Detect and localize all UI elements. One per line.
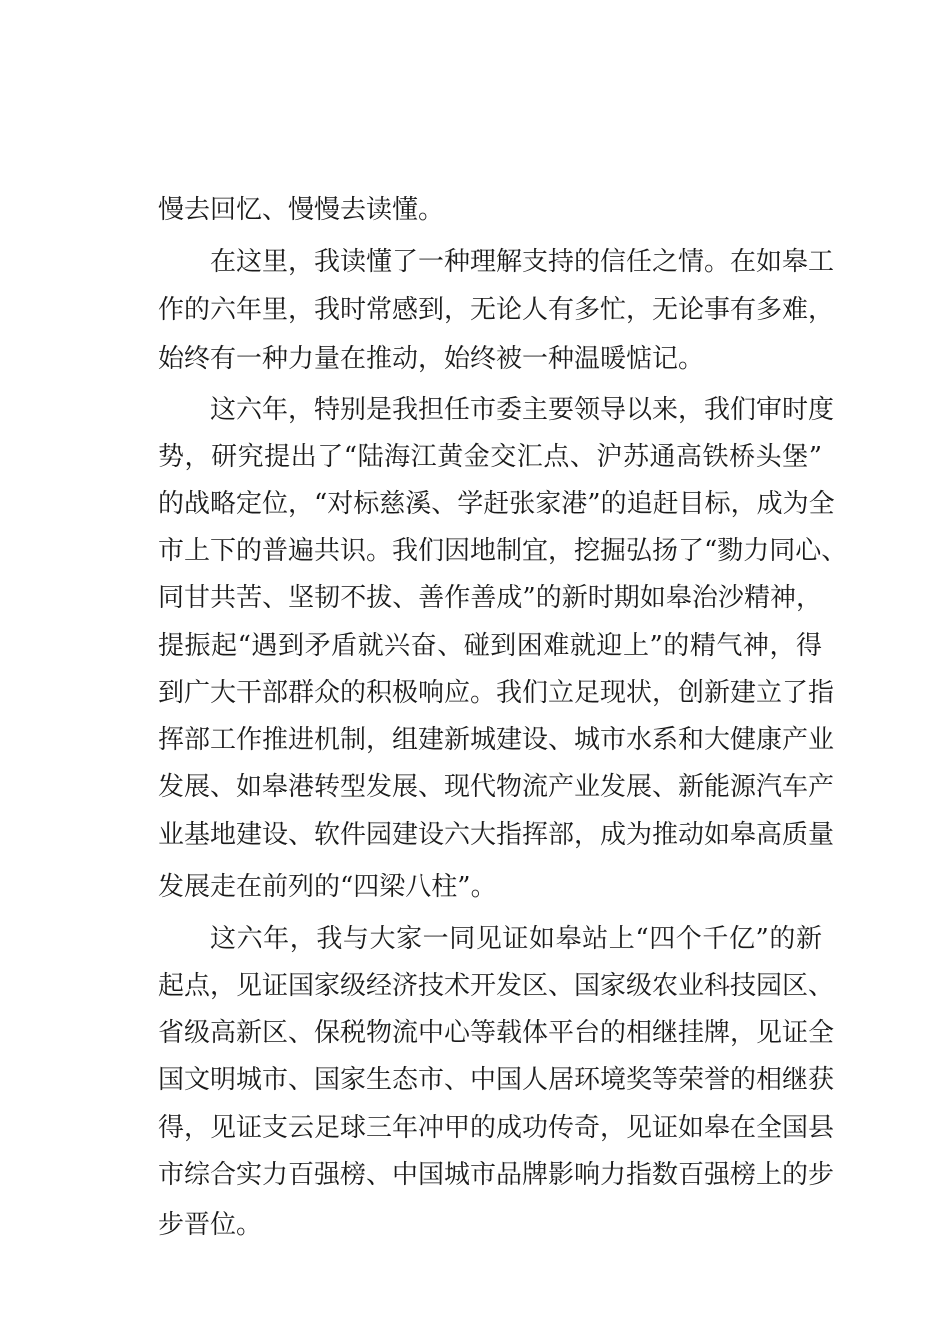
text-line: 慢去回忆、慢慢去读懂。 (158, 195, 445, 225)
paragraph-first-line: 这六年，我与大家一同见证如皋站上“四个千亿”的新 (210, 924, 822, 954)
text-line: 始终有一种力量在推动，始终被一种温暖惦记。 (158, 344, 705, 374)
text-line: 同甘共苦、坚韧不拔、善作善成”的新时期如皋治沙精神， (158, 583, 822, 613)
text-line: 作的六年里，我时常感到，无论人有多忙，无论事有多难， (158, 295, 835, 325)
text-line: 起点，见证国家级经济技术开发区、国家级农业科技园区、 (158, 971, 835, 1001)
text-line: 步晋位。 (158, 1210, 263, 1240)
text-line: 省级高新区、保税物流中心等载体平台的相继挂牌，见证全 (158, 1018, 835, 1048)
text-line: 势，研究提出了“陆海江黄金交汇点、沪苏通高铁桥头堡” (158, 442, 822, 472)
text-line: 发展、如皋港转型发展、现代物流产业发展、新能源汽车产 (158, 772, 835, 802)
text-line: 国文明城市、国家生态市、中国人居环境奖等荣誉的相继获 (158, 1065, 835, 1095)
text-line: 市综合实力百强榜、中国城市品牌影响力指数百强榜上的步 (158, 1160, 835, 1190)
text-line: 挥部工作推进机制，组建新城建设、城市水系和大健康产业 (158, 725, 835, 755)
paragraph-first-line: 这六年，特别是我担任市委主要领导以来，我们审时度 (210, 395, 835, 425)
text-line: 到广大干部群众的积极响应。我们立足现状，创新建立了指 (158, 678, 835, 708)
text-line: 业基地建设、软件园建设六大指挥部，成为推动如皋高质量 (158, 820, 835, 850)
text-line: 得，见证支云足球三年冲甲的成功传奇，见证如皋在全国县 (158, 1113, 835, 1143)
text-line: 市上下的普遍共识。我们因地制宜，挖掘弘扬了“勠力同心、 (158, 536, 848, 566)
text-line: 提振起“遇到矛盾就兴奋、碰到困难就迎上”的精气神，得 (158, 631, 822, 661)
text-line: 发展走在前列的“四梁八柱”。 (158, 872, 497, 902)
paragraph-first-line: 在这里，我读懂了一种理解支持的信任之情。在如皋工 (210, 247, 835, 277)
text-line: 的战略定位，“对标慈溪、学赶张家港”的追赶目标，成为全 (158, 489, 835, 519)
